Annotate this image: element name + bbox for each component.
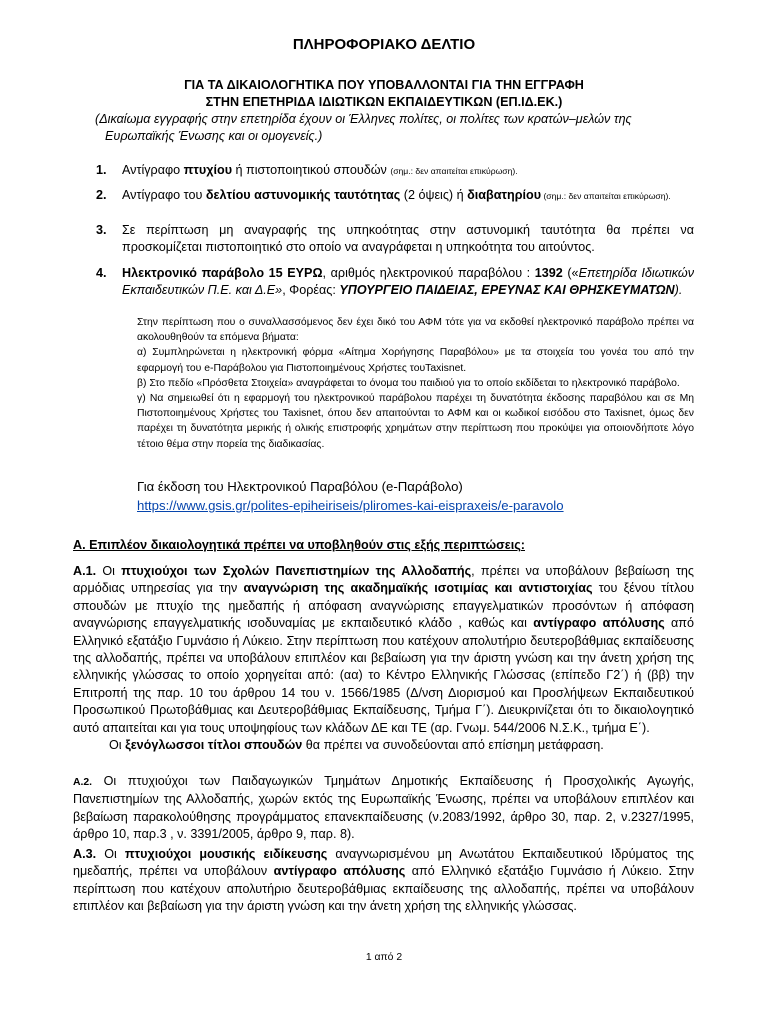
paravolo-number: 1392 (534, 266, 563, 280)
paragraph-bold: αντίγραφο απόλυσης (273, 864, 406, 879)
paragraph-text: αναγνωρισμένου μη Ανωτάτου Εκπαιδευτικού Ιδρύματος της ημεδαπής, πρέπει να υποβάλουν (73, 847, 694, 879)
paragraph-a2 (73, 773, 694, 844)
subtitle-line-2: ΣΤΗΝ ΕΠΕΤΗΡΙΔΑ ΙΔΙΩΤΙΚΩΝ ΕΚΠΑΙΔΕΥΤΙΚΩΝ (ΕΠ.ΙΔ.ΕΚ.) (205, 95, 563, 109)
item-small-note: (σημ.: δεν απαιτείται επικύρωση). (541, 191, 671, 201)
paragraph-bold: πτυχιούχοι μουσικής ειδίκευσης (124, 847, 328, 861)
paragraph-bold: πτυχιούχοι των Σχολών Πανεπιστημίων της Αλλοδαπής (121, 564, 472, 578)
note-paragraph: α) Συμπληρώνεται η ηλεκτρονική φόρμα «Αίτημα Χορήγησης Παραβόλου» με τα στοιχεία του γονέα του από την εφαρμογή του e-Παράβολου για Πιστοποιημένους Χρήστες τουTaxisnet. (137, 347, 694, 374)
item-text: , Φορέας: (282, 283, 340, 297)
page-number: 1 από 2 (365, 952, 403, 963)
paragraph-text: από Ελληνικό εξατάξιο Γυμνάσιο ή Λύκειο. Στην περίπτωση που κατέχουν απολυτήριο δευτεροβάθμιας εκπαίδευσης της αλλοδαπής, πρέπει να υποβάλουν επιπλέον και βεβαίωση για την άριστη γνώση και την άνετη χρήση της ελληνικής γλώσσας το οποίο χορηγείται από: (αα) το Κέντρο Ελληνικής Γλώσσας (επίπεδο Γ2΄) ή (ββ) την Επιτροπή της παρ. 10 του άρθρου 14 του ν. 1566/1985 (Δ/νση Διορισμού και Προσλήψεων Εκπαιδευτικού Προσωπικού Πρωτοβάθμιας και Δευτεροβάθμιας Εκπαίδευσης, Τμήμα Γ΄). Διευκρινίζεται ότι το δικαιολογητικό αυτό απαιτείται και για τους υποψηφίους των κλάδων ΔΕ και ΤΕ (αρ. Γνωμ. 544/2006 Ν.Σ.Κ., τμήμα Ε΄). (73, 616, 694, 735)
paragraph-a3 (73, 846, 694, 916)
paragraph-text: Οι πτυχιούχοι των Παιδαγωγικών Τμημάτων Δημοτικής Εκπαίδευσης ή Προσχολικής Αγωγής, Πανεπιστημίων της Αλλοδαπής, χωρών εκτός της Ευρωπαϊκής Ένωσης, πρέπει να υποβάλουν επιπλέον και βεβαίωση παρακολούθησης προγράμματος επανεκπαίδευσης (ν.2083/1992, άρθρο 30, παρ. 2, ν.2327/1995, άρθρο 10, παρ.3 , ν. 3391/2005, άρθρο 9, παρ. 8). (73, 774, 694, 842)
e-paravolo-link-block (137, 477, 694, 515)
list-item-4 (96, 265, 694, 299)
eligibility-note-line-2: Ευρωπαϊκής Ένωσης και οι ομογενείς.) (105, 129, 323, 143)
item-text: ή πιστοποιητικού σπουδών (232, 163, 391, 177)
paragraph-bold: αντίγραφο απόλυσης (533, 616, 665, 631)
paragraph-text: από Ελληνικό εξατάξιο Γυμνάσιο ή Λύκειο. Στην περίπτωση που κατέχουν απολυτήριο δευτεροβάθμιας εκπαίδευσης της αλλοδαπής, πρέπει να υποβάλουν επιπλέον και βεβαίωση για την άριστη γνώση και την άνετη χρήση της ελληνικής γλώσσας. (73, 864, 694, 914)
item-text: (2 όψεις) ή (400, 188, 468, 202)
item-text: , αριθμός ηλεκτρονικού παραβόλου : (322, 266, 535, 280)
paragraph-text: του ξένου τίτλου σπουδών με πτυχίο της ημεδαπής ή απόφαση αναγνώρισης επαγγελματικών προσόντων ή απόφαση αναγνώρισης επαγγελματικής ισοδυναμίας με εκπαιδευτικό κλάδο , καθώς και (73, 581, 694, 631)
list-item-2 (96, 187, 694, 205)
paragraph-text: Οι (109, 738, 126, 753)
paragraph-text: Οι (96, 564, 122, 578)
item-bold: Ηλεκτρονικό παράβολο 15 ΕΥΡΩ (122, 266, 323, 280)
document-title: ΠΛΗΡΟΦΟΡΙΑΚΟ ΔΕΛΤΙΟ (292, 36, 476, 53)
paragraph-bold: ξενόγλωσσοι τίτλοι σπουδών (125, 738, 303, 753)
note-paragraph: γ) Να σημειωθεί ότι η εφαρμογή του ηλεκτρονικού παράβολου παρέχει τη δυνατότητα έκδοσης παραβόλου και σε Μη Πιστοποιημένους Χρήστες του Taxisnet, όπου δεν απαιτούνται το ΑΦΜ και οι κωδικοί εισόδου στο Taxisnet, όμως δεν παρέχει τη δυνατότητα μερικής ή ολικής επιστροφής χρημάτων στην περίπτωση που προκύψει για οποιονδήποτε λόγο τέτοιο θέμα στην πορεία της διαδικασίας. (137, 393, 694, 450)
e-paravolo-link[interactable]: https://www.gsis.gr/polites-epiheiriseis/pliromes-kai-eispraxeis/e-paravolo (137, 498, 564, 513)
note-paragraph: Στην περίπτωση που ο συναλλασσόμενος δεν έχει δικό του ΑΦΜ τότε για να εκδοθεί ηλεκτρονικό παράβολο πρέπει να ακολουθηθούν τα επόμενα βήματα: (137, 317, 694, 344)
item-text: Αντίγραφο του (122, 188, 206, 202)
paragraph-a1 (73, 563, 694, 754)
paragraph-label: Α.3. (73, 847, 97, 861)
paragraph-text: Οι (96, 847, 125, 861)
list-number: 1. (96, 163, 107, 177)
paragraph-bold: αναγνώριση της ακαδημαϊκής ισοτιμίας και αντιστοιχίας (243, 581, 593, 596)
section-a-colon: : (520, 538, 525, 552)
note-paragraph: β) Στο πεδίο «Πρόσθετα Στοιχεία» αναγράφεται το όνομα του παιδιού για το οποίο εκδίδεται το ηλεκτρονικό παράβολο. (137, 377, 680, 389)
eligibility-note-line-1: (Δικαίωμα εγγραφής στην επετηρίδα έχουν οι Έλληνες πολίτες, οι πολίτες των κρατών–μελών της (95, 112, 632, 126)
paragraph-text: θα πρέπει να συνοδεύονται από επίσημη μετάφραση. (302, 738, 604, 753)
item-bold: πτυχίου (183, 163, 233, 177)
list-number: 2. (96, 188, 107, 202)
list-number: 3. (96, 223, 107, 237)
tax-number-note (137, 315, 694, 452)
list-item-3 (96, 222, 694, 256)
item-text: (« (562, 266, 579, 280)
paragraph-label: Α.2. (73, 777, 93, 788)
paragraph-label: Α.1. (73, 564, 97, 578)
list-number: 4. (96, 266, 107, 280)
item-text: Σε περίπτωση μη αναγραφής της υπηκοότητας στην αστυνομική ταυτότητα θα πρέπει να προσκομίζεται πιστοποιητικό στο οποίο να αναγράφεται η υπηκοότητα του αιτούντος. (122, 223, 694, 254)
item-text: Αντίγραφο (122, 163, 184, 177)
item-bold: δελτίου αστυνομικής ταυτότητας (205, 188, 401, 202)
subtitle-line-1: ΓΙΑ ΤΑ ΔΙΚΑΙΟΛΟΓΗΤΙΚΑ ΠΟΥ ΥΠΟΒΑΛΛΟΝΤΑΙ ΓΙΑ ΤΗΝ ΕΓΓΡΑΦΗ (184, 78, 584, 92)
item-bold: διαβατηρίου (467, 188, 542, 202)
paragraph-text: , πρέπει να υποβάλουν βεβαίωση της αρμόδιας υπηρεσίας για την (73, 564, 695, 596)
ministry-name: ΥΠΟΥΡΓΕΙΟ ΠΑΙΔΕΙΑΣ, ΕΡΕΥΝΑΣ ΚΑΙ ΘΡΗΣΚΕΥΜΑΤΩΝ (339, 283, 675, 297)
list-item-1 (96, 162, 694, 180)
item-italic: Επετηρίδα Ιδιωτικών Εκπαιδευτικών Π.Ε. και Δ.Ε» (122, 266, 694, 297)
section-a-heading-text: Α. Επιπλέον δικαιολογητικά πρέπει να υποβληθούν στις εξής περιπτώσεις (73, 538, 521, 552)
item-small-note: (σημ.: δεν απαιτείται επικύρωση). (390, 166, 518, 176)
link-label: Για έκδοση του Ηλεκτρονικού Παραβόλου (e-Παράβολο) (137, 479, 463, 494)
eligibility-note (95, 111, 695, 145)
item-text: ). (674, 283, 683, 297)
section-a-heading (73, 538, 525, 552)
